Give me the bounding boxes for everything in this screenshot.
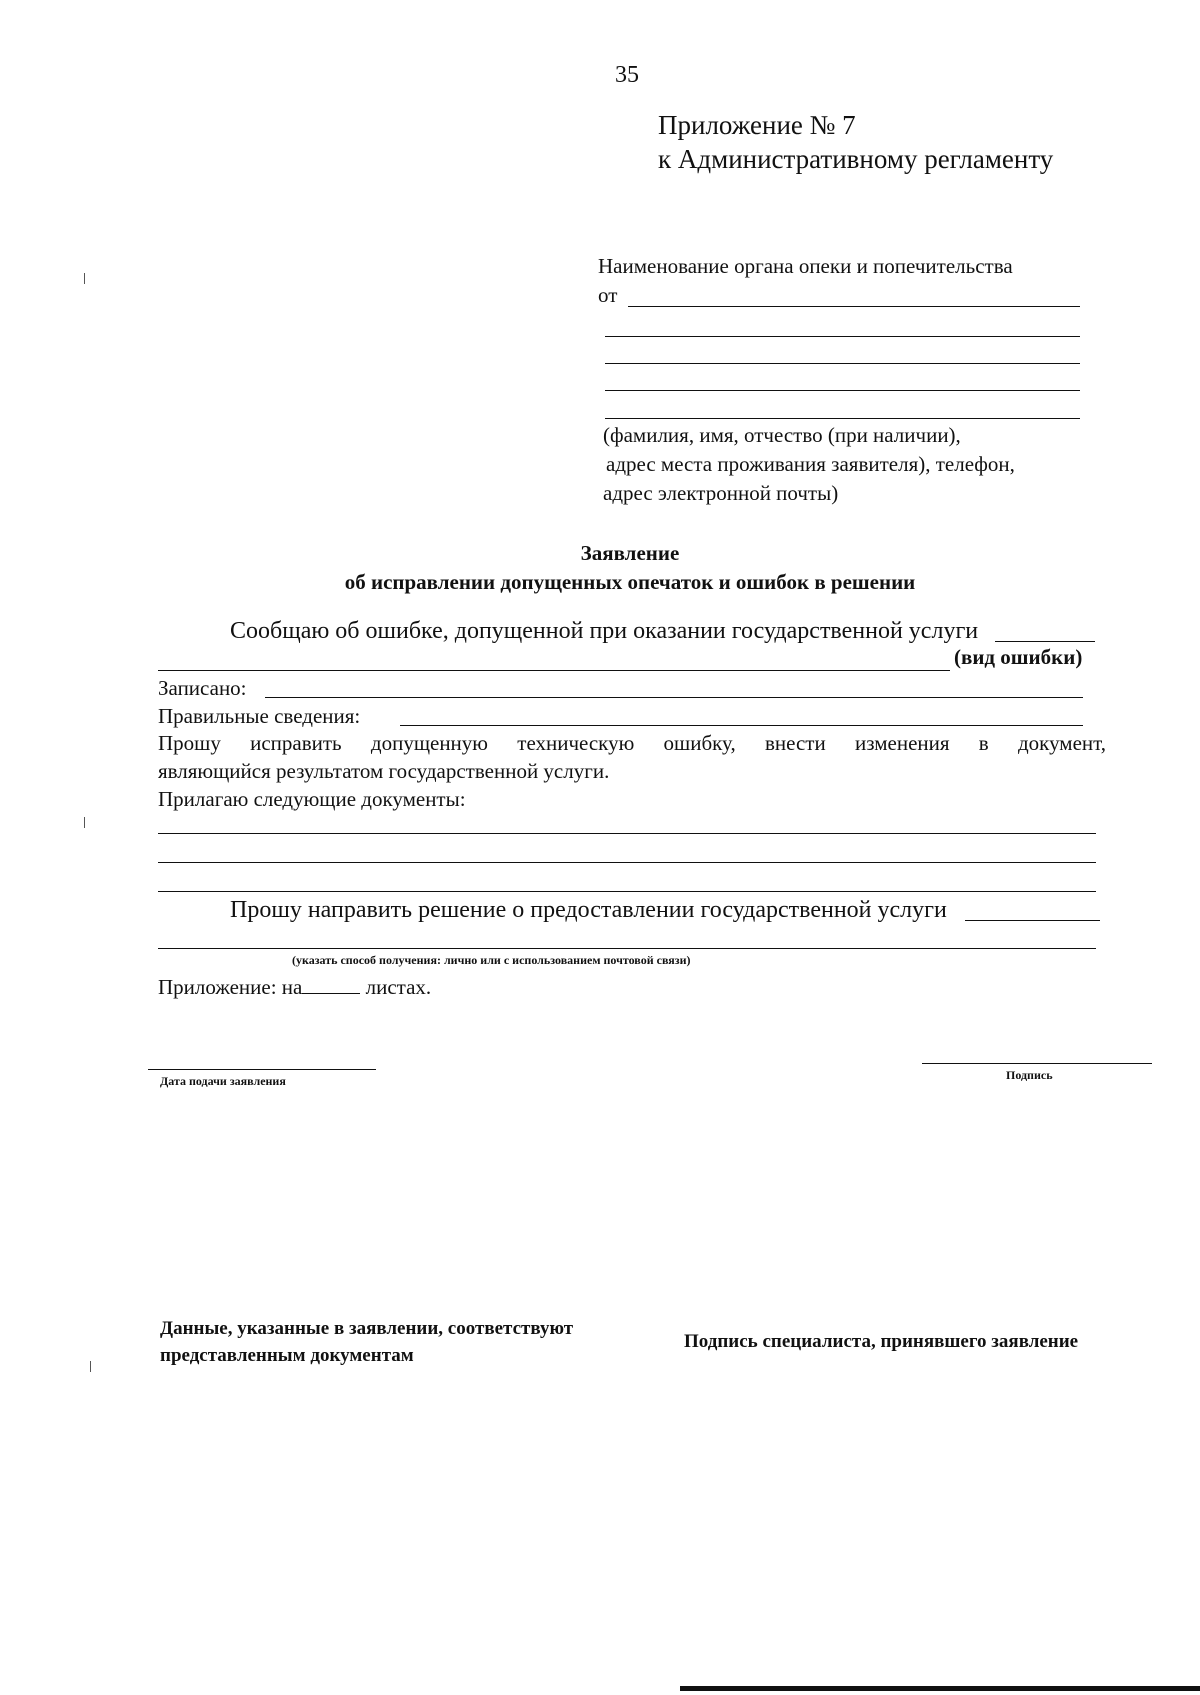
- guardianship-authority-label: Наименование органа опеки и попечительства: [598, 254, 1013, 278]
- correction-request-line-2: являющийся результатом государственной услуги.: [158, 759, 610, 783]
- from-label: от: [598, 283, 618, 307]
- send-method-field-line-2[interactable]: [158, 948, 1096, 949]
- written-label: Записано:: [158, 676, 247, 700]
- appendix-sheets-text: [158, 975, 431, 1000]
- scan-edge-bar: [680, 1686, 1200, 1691]
- correct-info-label: Правильные сведения:: [158, 704, 361, 728]
- correction-request-line-1: Прошу исправить допущенную техническую ошибку, внести изменения в документ,: [158, 731, 1106, 755]
- written-field[interactable]: [265, 697, 1083, 698]
- appendix-sheets-prefix: Приложение: на: [158, 975, 303, 999]
- applicant-signature-label: Подпись: [1006, 1068, 1053, 1082]
- error-type-hint: (вид ошибки): [954, 645, 1083, 669]
- data-match-line-2: представленным документам: [160, 1345, 414, 1366]
- attachment-field-line-1[interactable]: [158, 833, 1096, 834]
- document-subtitle: об исправлении допущенных опечаток и ошибок в решении: [344, 570, 916, 594]
- sheets-count-field[interactable]: [302, 975, 360, 994]
- applicant-hint-line-2: адрес места проживания заявителя), телефон,: [606, 452, 1015, 476]
- applicant-field-line-5[interactable]: [605, 418, 1080, 419]
- appendix-title: Приложение № 7: [658, 110, 856, 140]
- send-method-hint: (указать способ получения: лично или с использованием почтовой связи): [292, 953, 691, 967]
- specialist-signature-label: Подпись специалиста, принявшего заявление: [684, 1331, 1079, 1352]
- send-decision-text: Прошу направить решение о предоставлении государственной услуги: [230, 897, 947, 923]
- correct-info-field[interactable]: [400, 725, 1083, 726]
- error-type-field[interactable]: [158, 670, 950, 671]
- applicant-field-line-1[interactable]: [628, 306, 1080, 307]
- applicant-field-line-3[interactable]: [605, 363, 1080, 364]
- appendix-sheets-suffix: листах.: [365, 975, 432, 999]
- applicant-field-line-2[interactable]: [605, 336, 1080, 337]
- attachment-field-line-3[interactable]: [158, 891, 1096, 892]
- scan-mark: [84, 273, 85, 284]
- data-match-line-1: Данные, указанные в заявлении, соответствуют: [160, 1318, 574, 1339]
- applicant-hint-line-3: адрес электронной почты): [603, 481, 839, 505]
- applicant-hint-line-1: (фамилия, имя, отчество (при наличии),: [603, 423, 961, 447]
- applicant-field-line-4[interactable]: [605, 390, 1080, 391]
- attachment-field-line-2[interactable]: [158, 862, 1096, 863]
- submission-date-label: Дата подачи заявления: [160, 1074, 286, 1088]
- report-error-text: Сообщаю об ошибке, допущенной при оказании государственной услуги: [230, 618, 979, 644]
- scan-mark: [90, 1361, 91, 1372]
- scan-mark: [84, 817, 85, 828]
- send-method-field[interactable]: [965, 920, 1100, 921]
- attachments-label: Прилагаю следующие документы:: [158, 787, 466, 811]
- applicant-signature-field[interactable]: [922, 1063, 1152, 1064]
- report-error-field[interactable]: [995, 641, 1095, 642]
- appendix-subtitle: к Административному регламенту: [658, 144, 1054, 174]
- submission-date-field[interactable]: [148, 1069, 376, 1070]
- document-title: Заявление: [580, 541, 680, 565]
- page-number: 35: [615, 62, 639, 88]
